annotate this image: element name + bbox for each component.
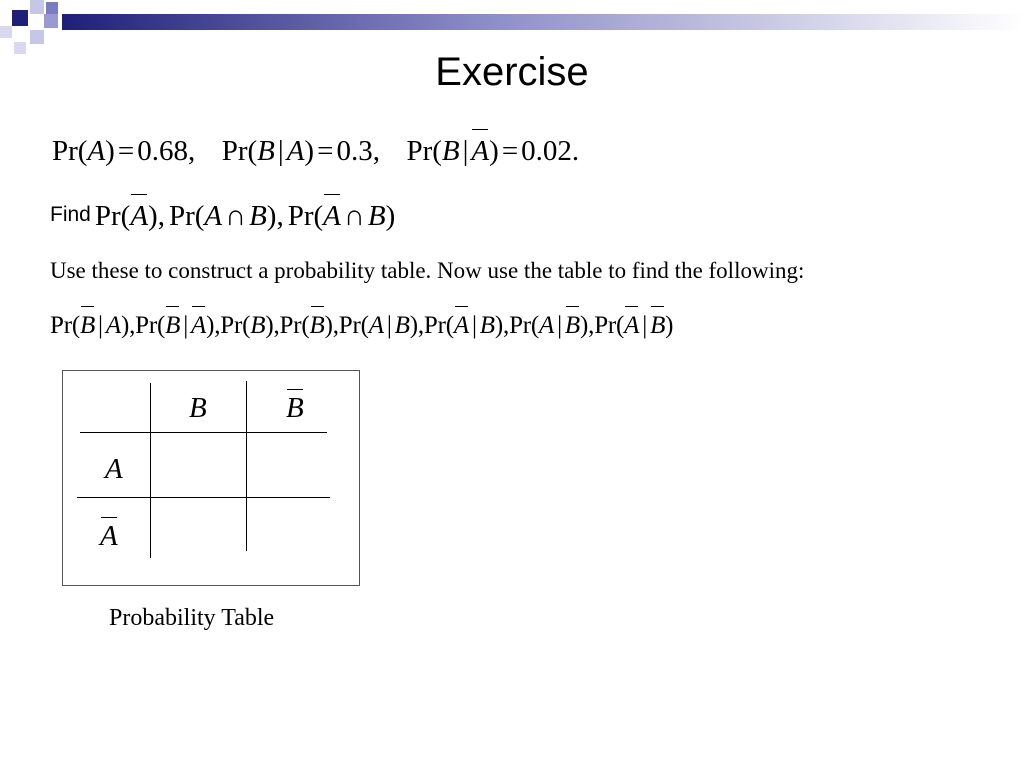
table-row-header-a-complement: A: [100, 520, 118, 552]
probability-list: [50, 308, 673, 344]
deco-square: [46, 2, 58, 14]
table-row-header-a: A: [105, 453, 123, 485]
given-probabilities: [52, 131, 579, 171]
find-label: Find: [50, 203, 91, 226]
list-expression: Pr(B | A),: [50, 312, 135, 339]
table-divider-vertical: [246, 381, 247, 551]
given-expression: Pr(B | A) = 0.3,: [221, 135, 380, 167]
find-expression: Pr(A),: [95, 200, 165, 232]
table-divider-vertical: [150, 383, 151, 558]
slide-title: Exercise: [435, 50, 589, 94]
table-col-header-b-complement: B: [286, 392, 304, 424]
probability-table: [62, 370, 360, 586]
given-expression: Pr(A) = 0.68,: [52, 135, 196, 167]
list-expression: Pr(A | B),: [509, 312, 594, 339]
instruction-text: Use these to construct a probability table. Now use the table to find the following:: [50, 258, 805, 283]
deco-square: [0, 26, 12, 38]
list-expression: Pr(A | B),: [424, 312, 509, 339]
deco-square: [30, 0, 44, 14]
list-expression: Pr(B),: [220, 312, 280, 339]
list-expression: Pr(A | B): [594, 312, 673, 339]
deco-square: [44, 14, 58, 28]
find-expression: Pr(A ∩ B): [288, 200, 396, 232]
list-expression: Pr(A | B),: [338, 312, 424, 339]
list-expression: Pr(B | A),: [135, 312, 220, 339]
table-col-header-b: B: [189, 392, 207, 424]
find-line: [50, 195, 395, 241]
deco-square: [30, 30, 44, 44]
find-expression: Pr(A ∩ B),: [168, 200, 284, 232]
table-divider-horizontal: [77, 497, 330, 498]
table-divider-horizontal: [80, 432, 327, 433]
header-gradient-bar: [62, 14, 1024, 30]
table-caption: Probability Table: [109, 605, 275, 631]
given-expression: Pr(B | A) = 0.02.: [406, 135, 579, 167]
list-expression: Pr(B),: [280, 312, 339, 339]
deco-square-dark: [12, 10, 28, 26]
